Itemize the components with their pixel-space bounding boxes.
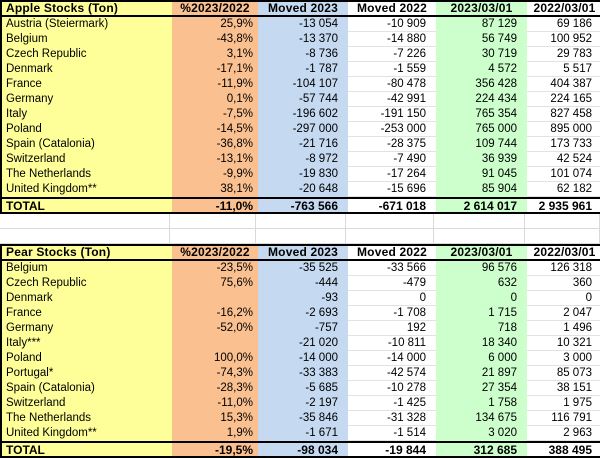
empty-row-cell-3[interactable] [346,229,434,244]
pear-row-cell-5[interactable]: 3 000 [527,351,600,366]
apple-total-row-cell-1[interactable]: -11,0% [172,199,258,212]
apple-row-cell-3[interactable]: -80 478 [348,77,436,92]
apple-row-cell-2[interactable]: -13 054 [258,17,348,32]
apple-row-cell-5[interactable]: 827 458 [527,107,600,122]
pear-row-cell-5[interactable]: 10 321 [527,336,600,351]
apple-row-cell-0[interactable]: Switzerland [2,152,172,167]
pear-row-cell-2[interactable]: -35 846 [258,411,348,426]
apple-row-cell-3[interactable]: -17 264 [348,167,436,182]
apple-row-cell-0[interactable]: Germany [2,92,172,107]
pear-row-cell-5[interactable]: 2 047 [527,306,600,321]
pear-total-row-cell-3[interactable]: -19 844 [348,443,436,456]
apple-column-header[interactable]: 2022/03/01 [527,2,600,15]
apple-row-cell-5[interactable]: 5 517 [527,62,600,77]
apple-row-cell-4[interactable]: 30 719 [436,47,527,62]
pear-row-cell-2[interactable]: -2 693 [258,306,348,321]
apple-row-cell-1[interactable]: -11,9% [172,77,258,92]
apple-row-cell-2[interactable]: -8 972 [258,152,348,167]
pear-total-row-cell-4[interactable]: 312 685 [436,443,527,456]
apple-total-row-cell-4[interactable]: 2 614 017 [436,199,527,212]
apple-row-cell-4[interactable]: 85 904 [436,182,527,197]
pear-column-header[interactable]: 2023/03/01 [436,246,527,259]
pear-row-cell-5[interactable]: 85 073 [527,366,600,381]
apple-row-cell-4[interactable]: 91 045 [436,167,527,182]
pear-row-cell-1[interactable]: -23,5% [172,261,258,276]
apple-total-row [2,197,600,214]
apple-total-row-cell-3[interactable]: -671 018 [348,199,436,212]
pear-row [2,381,600,396]
empty-row-cell-4[interactable] [434,214,525,229]
pear-row-cell-5[interactable]: 1 975 [527,396,600,411]
apple-row-cell-2[interactable]: -21 716 [258,137,348,152]
apple-row-cell-0[interactable]: Denmark [2,62,172,77]
apple-row-cell-5[interactable]: 100 952 [527,32,600,47]
apple-column-header[interactable]: Moved 2022 [348,2,436,15]
apple-row-cell-5[interactable]: 101 074 [527,167,600,182]
pear-row-cell-0[interactable]: France [2,306,172,321]
pear-row-cell-3[interactable]: -42 574 [348,366,436,381]
pear-row-cell-3[interactable]: -10 811 [348,336,436,351]
apple-row-cell-1[interactable]: -7,5% [172,107,258,122]
pear-stocks-table [0,244,600,458]
apple-header-row [2,0,600,17]
apple-row [2,92,600,107]
pear-row-cell-4[interactable]: 18 340 [436,336,527,351]
apple-row-cell-1[interactable]: -17,1% [172,62,258,77]
empty-row-cell-2[interactable] [256,229,346,244]
pear-total-row-cell-0[interactable]: TOTAL [2,443,172,456]
apple-row [2,17,600,32]
apple-row [2,182,600,197]
empty-row-cell-4[interactable] [434,229,525,244]
apple-row-cell-5[interactable]: 69 186 [527,17,600,32]
pear-row [2,366,600,381]
apple-stocks-table [0,0,600,214]
apple-row-cell-0[interactable]: Italy [2,107,172,122]
apple-row-cell-3[interactable]: -1 559 [348,62,436,77]
pear-total-row-cell-5[interactable]: 388 495 [527,443,600,456]
pear-row-cell-4[interactable]: 1 715 [436,306,527,321]
pear-row-cell-0[interactable]: Spain (Catalonia) [2,381,172,396]
pear-row-cell-1[interactable]: -74,3% [172,366,258,381]
pear-row-cell-3[interactable]: -31 328 [348,411,436,426]
empty-row-cell-5[interactable] [525,229,600,244]
apple-row-cell-3[interactable]: -191 150 [348,107,436,122]
apple-row-cell-0[interactable]: The Netherlands [2,167,172,182]
pear-column-header[interactable]: Moved 2022 [348,246,436,259]
apple-row-cell-0[interactable]: Austria (Steiermark) [2,17,172,32]
pear-row-cell-2[interactable]: -14 000 [258,351,348,366]
pear-row-cell-2[interactable]: -757 [258,321,348,336]
apple-row [2,107,600,122]
apple-row-cell-5[interactable]: 224 165 [527,92,600,107]
empty-row-cell-1[interactable] [170,214,256,229]
pear-row-cell-1[interactable]: -52,0% [172,321,258,336]
apple-column-header[interactable]: 2023/03/01 [436,2,527,15]
empty-spreadsheet-rows [0,214,600,244]
pear-row [2,426,600,441]
pear-row-cell-1[interactable]: 1,9% [172,426,258,441]
apple-row-cell-2[interactable]: -57 744 [258,92,348,107]
apple-row-cell-1[interactable]: 3,1% [172,47,258,62]
apple-row-cell-3[interactable]: -15 696 [348,182,436,197]
apple-row [2,152,600,167]
apple-total-row-cell-5[interactable]: 2 935 961 [527,199,600,212]
apple-row [2,62,600,77]
apple-row-cell-4[interactable]: 356 428 [436,77,527,92]
apple-row-cell-1[interactable]: -43,8% [172,32,258,47]
pear-column-header[interactable]: Moved 2023 [258,246,348,259]
apple-row [2,167,600,182]
apple-row-cell-4[interactable]: 765 354 [436,107,527,122]
pear-row-cell-1[interactable] [172,291,258,306]
pear-row-cell-4[interactable]: 134 675 [436,411,527,426]
pear-row-cell-2[interactable]: -93 [258,291,348,306]
pear-row-cell-3[interactable]: -33 566 [348,261,436,276]
pear-row-cell-5[interactable]: 38 151 [527,381,600,396]
apple-row-cell-0[interactable]: Spain (Catalonia) [2,137,172,152]
apple-row-cell-2[interactable]: -20 648 [258,182,348,197]
empty-row [0,229,600,244]
apple-row-cell-3[interactable]: -42 991 [348,92,436,107]
pear-row-cell-5[interactable]: 2 963 [527,426,600,441]
apple-row-cell-3[interactable]: -7 226 [348,47,436,62]
pear-total-row-cell-1[interactable]: -19,5% [172,443,258,456]
pear-row-cell-3[interactable]: 192 [348,321,436,336]
pear-row-cell-4[interactable]: 96 576 [436,261,527,276]
apple-row-cell-0[interactable]: Belgium [2,32,172,47]
pear-row-cell-1[interactable]: -28,3% [172,381,258,396]
pear-column-header[interactable]: 2022/03/01 [527,246,600,259]
apple-row [2,47,600,62]
pear-row [2,261,600,276]
pear-row-cell-2[interactable]: -33 383 [258,366,348,381]
pear-row-cell-5[interactable]: 0 [527,291,600,306]
pear-row-cell-1[interactable] [172,336,258,351]
pear-row-cell-0[interactable]: Portugal* [2,366,172,381]
apple-row-cell-1[interactable]: -36,8% [172,137,258,152]
pear-row-cell-3[interactable]: -10 278 [348,381,436,396]
pear-row-cell-0[interactable]: Poland [2,351,172,366]
pear-row-cell-0[interactable]: Italy*** [2,336,172,351]
pear-row [2,396,600,411]
pear-row-cell-4[interactable]: 1 758 [436,396,527,411]
pear-row-cell-2[interactable]: -1 671 [258,426,348,441]
pear-row [2,276,600,291]
apple-total-row-cell-2[interactable]: -763 566 [258,199,348,212]
apple-column-header[interactable]: %2023/2022 [172,2,258,15]
pear-column-header[interactable]: %2023/2022 [172,246,258,259]
pear-row-cell-4[interactable]: 718 [436,321,527,336]
apple-row-cell-5[interactable]: 895 000 [527,122,600,137]
apple-row-cell-3[interactable]: -10 909 [348,17,436,32]
apple-total-row-cell-0[interactable]: TOTAL [2,199,172,212]
apple-row [2,122,600,137]
pear-header-row [2,244,600,261]
apple-row [2,32,600,47]
apple-row-cell-5[interactable]: 404 387 [527,77,600,92]
apple-row-cell-2[interactable]: -104 107 [258,77,348,92]
pear-row-cell-2[interactable]: -444 [258,276,348,291]
pear-row-cell-0[interactable]: Czech Republic [2,276,172,291]
apple-row-cell-3[interactable]: -7 490 [348,152,436,167]
pear-row-cell-4[interactable]: 632 [436,276,527,291]
empty-row-cell-1[interactable] [170,229,256,244]
apple-row-cell-3[interactable]: -28 375 [348,137,436,152]
pear-row-cell-1[interactable]: 75,6% [172,276,258,291]
apple-row-cell-3[interactable]: -14 880 [348,32,436,47]
apple-row-cell-2[interactable]: -8 736 [258,47,348,62]
pear-row-cell-5[interactable]: 116 791 [527,411,600,426]
pear-row-cell-2[interactable]: -21 020 [258,336,348,351]
apple-row-cell-1[interactable]: 38,1% [172,182,258,197]
apple-column-header[interactable]: Moved 2023 [258,2,348,15]
apple-row-cell-3[interactable]: -253 000 [348,122,436,137]
empty-row-cell-0[interactable] [0,229,170,244]
pear-row-cell-3[interactable]: -14 000 [348,351,436,366]
apple-row-cell-4[interactable]: 109 744 [436,137,527,152]
pear-row-cell-1[interactable]: -11,0% [172,396,258,411]
pear-row-cell-4[interactable]: 21 897 [436,366,527,381]
empty-row-cell-2[interactable] [256,214,346,229]
pear-row-cell-0[interactable]: Belgium [2,261,172,276]
pear-row-cell-0[interactable]: Denmark [2,291,172,306]
empty-row-cell-5[interactable] [525,214,600,229]
pear-total-row-cell-2[interactable]: -98 034 [258,443,348,456]
pear-row-cell-0[interactable]: The Netherlands [2,411,172,426]
apple-row-cell-2[interactable]: -13 370 [258,32,348,47]
pear-row [2,411,600,426]
apple-row-cell-0[interactable]: France [2,77,172,92]
apple-row-cell-4[interactable]: 36 939 [436,152,527,167]
pear-row-cell-1[interactable]: -16,2% [172,306,258,321]
empty-row-cell-0[interactable] [0,214,170,229]
apple-row-cell-0[interactable]: United Kingdom** [2,182,172,197]
apple-row-cell-1[interactable]: 0,1% [172,92,258,107]
apple-row-cell-0[interactable]: Czech Republic [2,47,172,62]
pear-row-cell-1[interactable]: 15,3% [172,411,258,426]
apple-row-cell-5[interactable]: 173 733 [527,137,600,152]
pear-row-cell-0[interactable]: Germany [2,321,172,336]
apple-row-cell-1[interactable]: -13,1% [172,152,258,167]
pear-row-cell-2[interactable]: -35 525 [258,261,348,276]
pear-row-cell-3[interactable]: 0 [348,291,436,306]
apple-table-title[interactable]: Apple Stocks (Ton) [2,2,172,15]
pear-row [2,336,600,351]
pear-row-cell-4[interactable]: 0 [436,291,527,306]
pear-row-cell-3[interactable]: -479 [348,276,436,291]
pear-row-cell-2[interactable]: -5 685 [258,381,348,396]
pear-row [2,306,600,321]
pear-row-cell-2[interactable]: -2 197 [258,396,348,411]
apple-row-cell-4[interactable]: 4 572 [436,62,527,77]
pear-row-cell-3[interactable]: -1 708 [348,306,436,321]
pear-row-cell-3[interactable]: -1 514 [348,426,436,441]
apple-row-cell-4[interactable]: 765 000 [436,122,527,137]
pear-row-cell-0[interactable]: Switzerland [2,396,172,411]
pear-row-cell-5[interactable]: 126 318 [527,261,600,276]
empty-row-cell-3[interactable] [346,214,434,229]
pear-row-cell-3[interactable]: -1 425 [348,396,436,411]
pear-row-cell-5[interactable]: 360 [527,276,600,291]
pear-row-cell-4[interactable]: 6 000 [436,351,527,366]
pear-row-cell-1[interactable]: 100,0% [172,351,258,366]
apple-row-cell-5[interactable]: 42 524 [527,152,600,167]
apple-row-cell-1[interactable]: -9,9% [172,167,258,182]
apple-row-cell-0[interactable]: Poland [2,122,172,137]
apple-row-cell-2[interactable]: -297 000 [258,122,348,137]
pear-row [2,321,600,336]
apple-row-cell-4[interactable]: 56 749 [436,32,527,47]
apple-row-cell-2[interactable]: -1 787 [258,62,348,77]
apple-row-cell-2[interactable]: -196 602 [258,107,348,122]
apple-row-cell-5[interactable]: 62 182 [527,182,600,197]
apple-row-cell-4[interactable]: 224 434 [436,92,527,107]
apple-row [2,137,600,152]
apple-row-cell-2[interactable]: -19 830 [258,167,348,182]
pear-row-cell-4[interactable]: 27 354 [436,381,527,396]
pear-row [2,351,600,366]
apple-row-cell-1[interactable]: 25,9% [172,17,258,32]
pear-row-cell-0[interactable]: United Kingdom** [2,426,172,441]
pear-row [2,291,600,306]
apple-row-cell-4[interactable]: 87 129 [436,17,527,32]
pear-table-title[interactable]: Pear Stocks (Ton) [2,246,172,259]
pear-row-cell-4[interactable]: 3 020 [436,426,527,441]
apple-row-cell-5[interactable]: 29 783 [527,47,600,62]
apple-row-cell-1[interactable]: -14,5% [172,122,258,137]
pear-row-cell-5[interactable]: 1 496 [527,321,600,336]
empty-row [0,214,600,229]
apple-row [2,77,600,92]
